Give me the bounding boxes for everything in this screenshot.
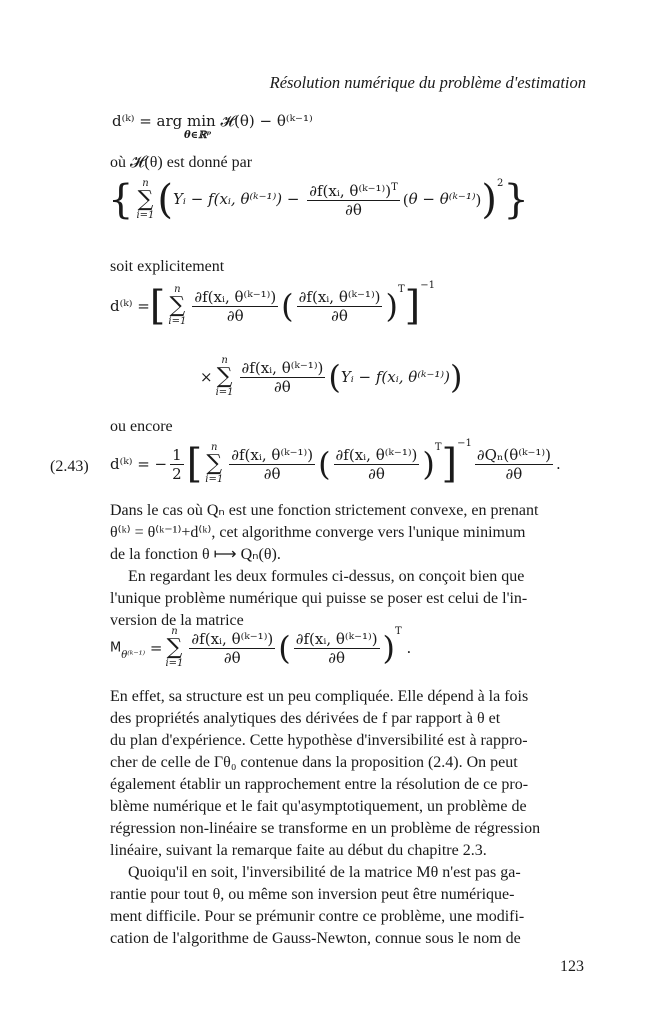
equation-arg-min xyxy=(112,112,313,141)
right-paren: ) xyxy=(481,177,497,223)
eq1-main: d⁽ᵏ⁾ = arg min 𝓗(θ) − θ⁽ᵏ⁻¹⁾ xyxy=(112,112,313,130)
partial-derivative-fraction: $\frac{\partial f(xᵢ, \theta^(ᵏ^{-1)})^T}{\partial\theta}$ xyxy=(309,181,398,219)
text-line-or-else: ou encore xyxy=(110,418,173,435)
eq1-subscript: θ∈ℝᵖ xyxy=(184,130,212,141)
equation-matrix-M: $M_{\theta^(ᵏ^{-1)}}$ = n ∑ i=1 $\frac{\text{∂f(xᵢ, θ⁽ᵏ⁻¹⁾)}}{\partial\theta}$ ( $\frac{\text{∂f(xᵢ, θ⁽ᵏ⁻¹⁾)}}{\partial\theta}$ )$^T$ . xyxy=(110,626,412,669)
paragraph-3-line-1: En effet, sa structure est un peu compliquée. Elle dépend à la fois xyxy=(110,688,529,705)
paragraph-4-line-3: ment difficile. Pour se prémunir contre ce problème, une modifi- xyxy=(110,908,525,925)
equation-h-definition: { n ∑ i=1 (Yᵢ − f(xᵢ, θ⁽ᵏ⁻¹⁾) − $\frac{\partial f(xᵢ, \theta^(ᵏ^{-1)})^T}{\partial\theta}$ (θ − θ⁽ᵏ⁻¹⁾))$^2$} xyxy=(108,177,529,223)
paragraph-1-line-1: Dans le cas où Qₙ est une fonction strictement convexe, en prenant xyxy=(110,502,539,519)
sum-symbol: n ∑ i=1 xyxy=(136,178,155,221)
running-header: Résolution numérique du problème d'estimation xyxy=(269,73,586,92)
paragraph-3-line-6: blème numérique et le fait qu'asymptotiquement, un problème de xyxy=(110,798,527,815)
paragraph-3-line-3: du plan d'expérience. Cette hypothèse d'inversibilité est à rappro- xyxy=(110,732,528,749)
page-number: 123 xyxy=(560,958,584,975)
paragraph-3-line-2: des propriétés analytiques des dérivées de f par rapport à θ et xyxy=(110,710,501,727)
paragraph-3-line-4: cher de celle de Γθ₀ contenue dans la proposition (2.4). On peut xyxy=(110,754,518,771)
paragraph-1-line-2: θ⁽ᵏ⁾ = θ⁽ᵏ⁻¹⁾+d⁽ᵏ⁾, cet algorithme converge vers l'unique minimum xyxy=(110,524,526,541)
equation-label: (2.43) xyxy=(50,458,89,475)
paragraph-2-line-1: En regardant les deux formules ci-dessus, on conçoit bien que xyxy=(128,568,525,585)
residual: Yᵢ − f(xᵢ, θ⁽ᵏ⁻¹⁾) xyxy=(173,190,283,208)
paragraph-2-line-3: version de la matrice xyxy=(110,612,244,629)
paragraph-4-line-1: Quoiqu'il en soit, l'inversibilité de la matrice Mθ n'est pas ga- xyxy=(128,864,521,881)
equation-explicit-first-line: d⁽ᵏ⁾ =[ n ∑ i=1 $\frac{\text{∂f(xᵢ, θ⁽ᵏ⁻¹⁾)}}{\partial\theta}$ ( $\frac{\text{∂f(xᵢ, θ⁽ᵏ⁻¹⁾)}}{\partial\theta}$ )$^T$]$^{-1}$ xyxy=(110,280,435,329)
paragraph-3-line-5: également établir un rapprochement entre la résolution de ce pro- xyxy=(110,776,529,793)
equation-2-43: d⁽ᵏ⁾ = − $\frac{1}{2}$ [ n ∑ i=1 $\frac{\text{∂f(xᵢ, θ⁽ᵏ⁻¹⁾)}}{\partial\theta}$ ( $\frac{\text{∂f(xᵢ, θ⁽ᵏ⁻¹⁾)}}{\partial\theta}$ )$^T$]$^{-1}$ $\frac{\text{∂Qₙ(θ⁽ᵏ⁻¹⁾)}}{\partial\theta}$ . xyxy=(110,438,561,487)
theta-difference: θ − θ⁽ᵏ⁻¹⁾ xyxy=(408,190,476,208)
left-brace: { xyxy=(108,177,134,223)
left-paren: ( xyxy=(157,177,174,223)
paragraph-4-line-4: cation de l'algorithme de Gauss-Newton, connue sous le nom de xyxy=(110,930,521,947)
paragraph-4-line-2: rantie pour tout θ, ou même son inversion peut être numérique- xyxy=(110,886,515,903)
equation-explicit-second-line: × n ∑ i=1 $\frac{\text{∂f(xᵢ, θ⁽ᵏ⁻¹⁾)}}{\partial\theta}$ (Yᵢ − f(xᵢ, θ⁽ᵏ⁻¹⁾)) xyxy=(200,355,463,398)
paragraph-3-line-8: linéaire, suivant la remarque faite au début du chapitre 2.3. xyxy=(110,842,487,859)
text-line-h-given: où 𝓗(θ) est donné par xyxy=(110,154,253,171)
paragraph-1-line-3: de la fonction θ ⟼ Qₙ(θ). xyxy=(110,546,281,563)
text-line-explicit: soit explicitement xyxy=(110,258,225,275)
paragraph-3-line-7: régression non-linéaire se transforme en un problème de régression xyxy=(110,820,541,837)
paragraph-2-line-2: l'unique problème numérique qui puisse se poser est celui de l'in- xyxy=(110,590,528,607)
square-exponent: 2 xyxy=(497,178,504,189)
right-brace: } xyxy=(503,177,529,223)
